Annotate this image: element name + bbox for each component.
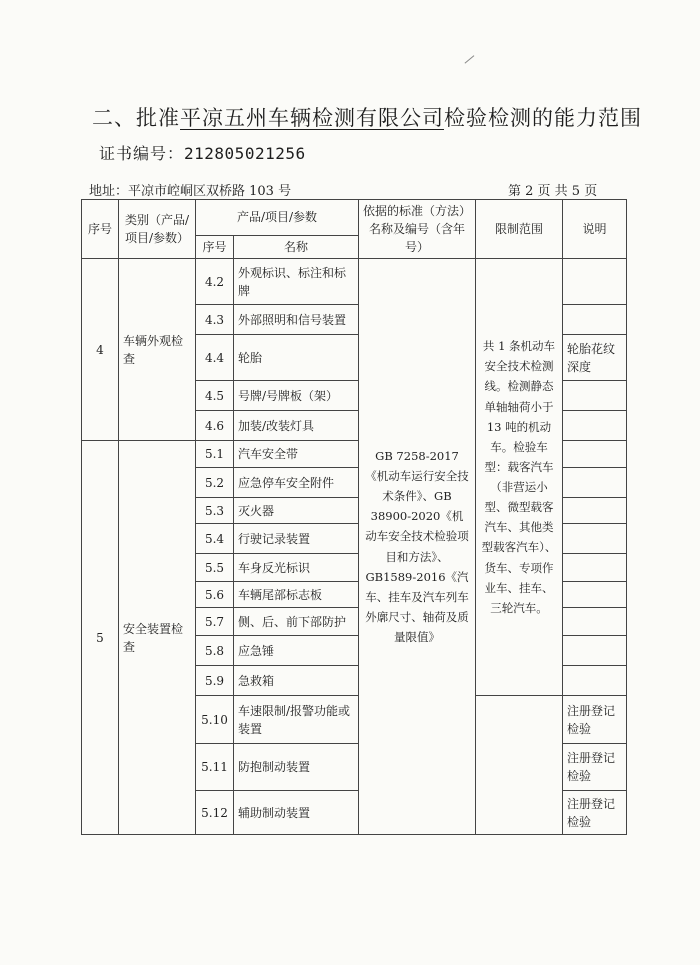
item-note (563, 582, 627, 608)
item-name: 车速限制/报警功能或装置 (234, 696, 359, 744)
page-number: 第 2 页 共 5 页 (508, 184, 598, 199)
item-no: 4.6 (196, 411, 234, 441)
item-name: 轮胎 (234, 335, 359, 381)
item-no: 5.4 (196, 524, 234, 554)
header-seq: 序号 (82, 200, 119, 259)
limit-empty (476, 696, 563, 835)
item-note (563, 259, 627, 305)
group-seq: 4 (82, 259, 119, 441)
item-name: 行驶记录装置 (234, 524, 359, 554)
item-name: 汽车安全带 (234, 441, 359, 468)
item-no: 4.5 (196, 381, 234, 411)
header-sub-seq: 序号 (196, 235, 234, 258)
item-no: 4.3 (196, 305, 234, 335)
item-note (563, 441, 627, 468)
heading-company: 平凉五州车辆检测有限公司 (180, 106, 444, 130)
item-no: 4.4 (196, 335, 234, 381)
item-name: 应急停车安全附件 (234, 468, 359, 498)
item-name: 侧、后、前下部防护 (234, 608, 359, 636)
item-name: 车辆尾部标志板 (234, 582, 359, 608)
item-note: 注册登记检验 (563, 744, 627, 791)
cert-label: 证书编号： (99, 144, 185, 163)
capability-table (81, 199, 627, 835)
item-no: 5.2 (196, 468, 234, 498)
item-no: 5.9 (196, 666, 234, 696)
header-standard: 依据的标准（方法）名称及编号（含年号） (359, 200, 476, 259)
scan-mark (465, 55, 480, 70)
item-no: 5.11 (196, 744, 234, 791)
item-no: 4.2 (196, 259, 234, 305)
address: 地址：平凉市崆峒区双桥路 103 号 (89, 184, 292, 199)
item-name: 急救箱 (234, 666, 359, 696)
item-note: 注册登记检验 (563, 791, 627, 835)
group-category: 车辆外观检查 (119, 259, 196, 441)
item-note (563, 305, 627, 335)
item-note (563, 666, 627, 696)
heading-prefix: 二、批准 (92, 106, 180, 130)
item-name: 加装/改装灯具 (234, 411, 359, 441)
header-name: 名称 (234, 235, 359, 258)
item-no: 5.8 (196, 636, 234, 666)
item-name: 外观标识、标注和标牌 (234, 259, 359, 305)
item-note (563, 411, 627, 441)
standard-cell: GB 7258-2017《机动车运行安全技术条件》、GB 38900-2020《机动车安全技术检验项目和方法》、GB1589-2016《汽车、挂车及汽车列车外廓尺寸、轴荷及质量限值》 (359, 259, 476, 835)
item-no: 5.7 (196, 608, 234, 636)
header-limit: 限制范围 (476, 200, 563, 259)
item-note (563, 554, 627, 582)
header-note: 说明 (563, 200, 627, 259)
item-no: 5.6 (196, 582, 234, 608)
item-note: 注册登记检验 (563, 696, 627, 744)
item-name: 外部照明和信号装置 (234, 305, 359, 335)
item-name: 辅助制动装置 (234, 791, 359, 835)
item-no: 5.10 (196, 696, 234, 744)
item-note (563, 381, 627, 411)
item-note (563, 608, 627, 636)
group-category: 安全装置检查 (119, 441, 196, 835)
cert-number: 212805021256 (184, 144, 306, 163)
item-name: 车身反光标识 (234, 554, 359, 582)
item-name: 应急锤 (234, 636, 359, 666)
header-category: 类别（产品/项目/参数） (119, 200, 196, 259)
item-no: 5.12 (196, 791, 234, 835)
item-name: 号牌/号牌板（架） (234, 381, 359, 411)
item-note (563, 468, 627, 498)
item-note (563, 524, 627, 554)
item-no: 5.1 (196, 441, 234, 468)
group-seq: 5 (82, 441, 119, 835)
item-name: 防抱制动装置 (234, 744, 359, 791)
item-name: 灭火器 (234, 498, 359, 524)
item-note (563, 636, 627, 666)
header-product: 产品/项目/参数 (196, 200, 359, 236)
table-row (82, 259, 627, 305)
certificate-number (99, 141, 306, 164)
item-no: 5.5 (196, 554, 234, 582)
item-note (563, 498, 627, 524)
item-no: 5.3 (196, 498, 234, 524)
limit-cell: 共 1 条机动车安全技术检测线。检测静态单轴轴荷小于 13 吨的机动车。检验车型：载客汽车（非营运小型、微型载客汽车、其他类型载客汽车）、货车、专项作业车、挂车、三轮汽车。 (476, 259, 563, 696)
page-heading (92, 102, 642, 132)
header-row-1 (82, 200, 627, 236)
item-note: 轮胎花纹深度 (563, 335, 627, 381)
heading-suffix: 检验检测的能力范围 (444, 106, 642, 130)
